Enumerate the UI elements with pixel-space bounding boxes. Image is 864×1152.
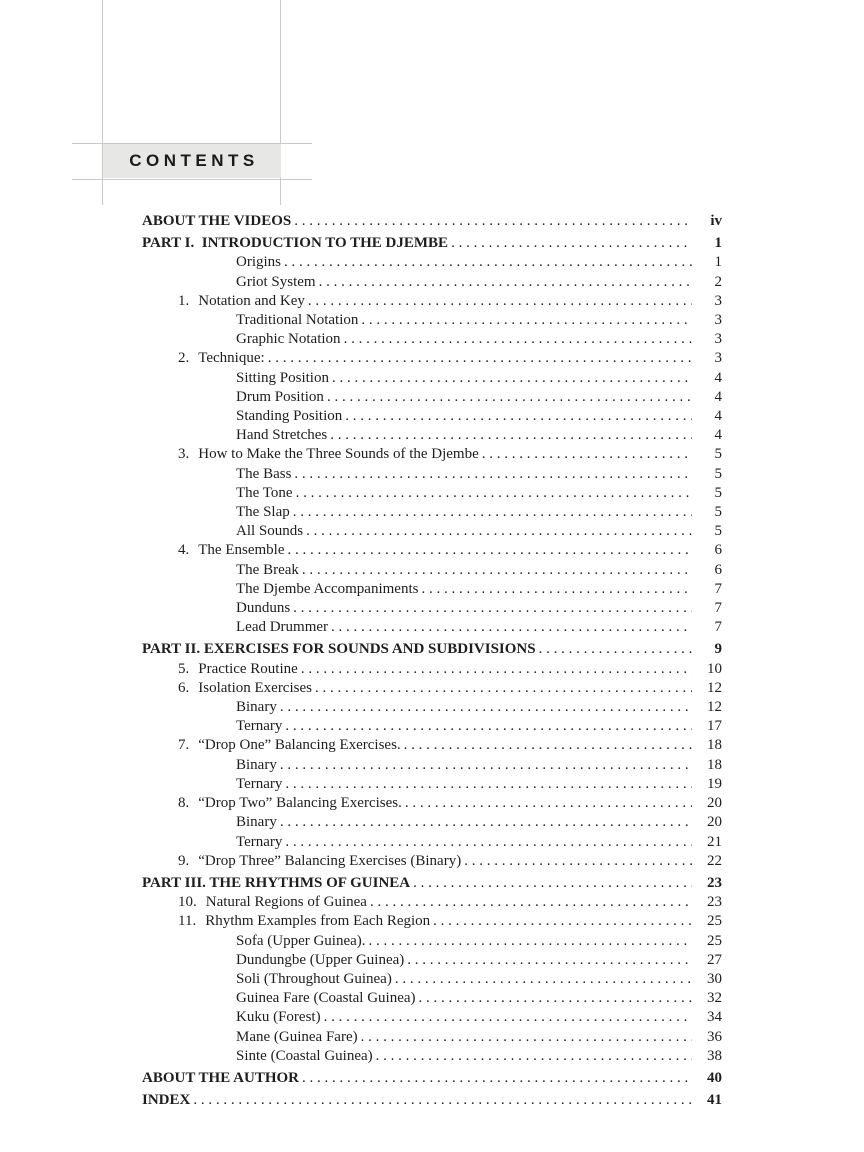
dot-leader	[308, 292, 692, 311]
toc-entry-page: 40	[707, 1069, 722, 1086]
dot-leader	[376, 1047, 692, 1066]
toc-entry-page: 23	[707, 894, 722, 911]
toc-entry-title: PART I. INTRODUCTION TO THE DJEMBE	[142, 235, 449, 252]
toc-entry-title: Natural Regions of Guinea	[205, 894, 367, 911]
toc-entry-title: Hand Stretches	[236, 427, 328, 444]
toc-entry-page: 27	[707, 951, 722, 968]
toc-entry-number: 5.	[178, 660, 190, 677]
dot-leader	[370, 893, 692, 912]
toc-entry-page: 1	[714, 235, 722, 252]
toc-entry	[142, 503, 722, 522]
toc-entry	[142, 813, 722, 832]
toc-entry-page: 20	[707, 795, 722, 812]
horizontal-rule-bottom	[72, 179, 312, 180]
toc-entry	[142, 273, 722, 292]
toc-entry-number: 10.	[178, 894, 197, 911]
dot-leader	[345, 407, 692, 426]
toc-entry-page: 3	[714, 292, 722, 309]
toc-entry-title: Traditional Notation	[236, 312, 359, 329]
toc-entry	[142, 660, 722, 679]
toc-entry-number: 3.	[178, 446, 190, 463]
toc-entry	[142, 618, 722, 637]
toc-entry	[142, 561, 722, 580]
dot-leader	[407, 951, 692, 970]
toc-entry	[142, 794, 722, 813]
toc-entry-page: 12	[707, 699, 722, 716]
toc-entry	[142, 1091, 722, 1110]
dot-leader	[285, 833, 692, 852]
toc-entry-title: Mane (Guinea Fare)	[236, 1028, 358, 1045]
dot-leader	[294, 465, 692, 484]
toc-entry-number: 8.	[178, 795, 190, 812]
dot-leader	[331, 618, 692, 637]
toc-entry-title: Soli (Throughout Guinea)	[236, 970, 392, 987]
toc-entry-title: The Slap	[236, 504, 290, 521]
toc-entry-number: 7.	[178, 737, 190, 754]
toc-entry-title: Ternary	[236, 718, 283, 735]
toc-entry-title: Standing Position	[236, 408, 343, 425]
toc-entry-title: The Break	[236, 561, 299, 578]
dot-leader	[324, 1008, 692, 1027]
toc-entry-page: 4	[714, 408, 722, 425]
toc-entry	[142, 852, 722, 871]
dot-leader	[296, 484, 692, 503]
toc-entry-title: Ternary	[236, 775, 283, 792]
dot-leader	[361, 1028, 692, 1047]
toc-entry	[142, 212, 722, 231]
toc-entry-title: Binary	[236, 756, 277, 773]
dot-leader	[284, 253, 692, 272]
toc-entry-title: “Drop Three” Balancing Exercises (Binary)	[198, 852, 462, 869]
toc-entry	[142, 1047, 722, 1066]
toc-entry-page: 1	[714, 254, 722, 271]
toc-entry	[142, 330, 722, 349]
dot-leader	[306, 522, 692, 541]
toc-entry-page: 18	[707, 737, 722, 754]
toc-entry-title: Lead Drummer	[236, 619, 329, 636]
toc-entry	[142, 407, 722, 426]
dot-leader	[287, 541, 692, 560]
toc-entry-title: Sinte (Coastal Guinea)	[236, 1047, 373, 1064]
toc-entry-title: Drum Position	[236, 388, 324, 405]
toc-entry-title: Rhythm Examples from Each Region	[205, 913, 431, 930]
toc-entry-page: 23	[707, 874, 722, 891]
toc-entry	[142, 253, 722, 272]
toc-entry-title: Sitting Position	[236, 369, 329, 386]
toc-entry	[142, 640, 722, 659]
toc-entry	[142, 1008, 722, 1027]
dot-leader	[280, 813, 692, 832]
dot-leader	[451, 234, 692, 253]
toc-entry-title: Griot System	[236, 273, 316, 290]
toc-entry	[142, 1028, 722, 1047]
toc-entry	[142, 989, 722, 1008]
dot-leader	[293, 599, 692, 618]
toc-entry-page: 5	[714, 504, 722, 521]
toc-entry-page: 36	[707, 1028, 722, 1045]
toc-entry	[142, 932, 722, 951]
toc-entry-page: 3	[714, 331, 722, 348]
dot-leader	[413, 874, 692, 893]
toc-entry-page: 7	[714, 600, 722, 617]
toc-entry-title: All Sounds	[236, 523, 304, 540]
dot-leader	[302, 1069, 692, 1088]
toc-entry-page: 10	[707, 660, 722, 677]
toc-entry-number: 6.	[178, 679, 190, 696]
toc-entry	[142, 736, 722, 755]
toc-entry-title: The Tone	[236, 484, 293, 501]
toc-entry-title: Practice Routine	[198, 660, 298, 677]
toc-entry-page: 32	[707, 990, 722, 1007]
toc-entry-title: INDEX	[142, 1092, 191, 1109]
toc-entry-page: 41	[707, 1092, 722, 1109]
toc-entry-title: Sofa (Upper Guinea).	[236, 932, 366, 949]
toc-entry-title: “Drop One” Balancing Exercises.	[198, 737, 401, 754]
toc-entry	[142, 756, 722, 775]
dot-leader	[319, 273, 692, 292]
toc-entry-page: 6	[714, 542, 722, 559]
toc-entry	[142, 599, 722, 618]
dot-leader	[421, 580, 692, 599]
toc-entry-page: 5	[714, 484, 722, 501]
toc-entry	[142, 1069, 722, 1088]
dot-leader	[539, 640, 692, 659]
toc-entry-title: Technique:	[198, 350, 265, 367]
toc-entry-page: 5	[714, 523, 722, 540]
toc-entry-page: 38	[707, 1047, 722, 1064]
toc-entry	[142, 580, 722, 599]
dot-leader	[395, 970, 692, 989]
toc-entry	[142, 234, 722, 253]
toc-entry-page: 4	[714, 427, 722, 444]
toc-entry	[142, 874, 722, 893]
toc-entry	[142, 775, 722, 794]
dot-leader	[315, 679, 692, 698]
toc-entry	[142, 522, 722, 541]
toc-entry-number: 1.	[178, 292, 190, 309]
toc-entry-title: Isolation Exercises	[198, 679, 312, 696]
toc-list	[142, 212, 722, 1110]
toc-entry-title: PART II. EXERCISES FOR SOUNDS AND SUBDIVISIONS	[142, 641, 536, 658]
toc-entry-number: 9.	[178, 852, 190, 869]
dot-leader	[405, 794, 692, 813]
dot-leader	[332, 369, 692, 388]
dot-leader	[464, 852, 692, 871]
dot-leader	[361, 311, 692, 330]
toc-entry-title: Dunduns	[236, 600, 291, 617]
toc-entry-page: 4	[714, 388, 722, 405]
dot-leader	[302, 561, 692, 580]
dot-leader	[369, 932, 692, 951]
toc-entry-number: 11.	[178, 913, 197, 930]
toc-entry-title: Guinea Fare (Coastal Guinea)	[236, 990, 416, 1007]
toc-entry-page: 7	[714, 619, 722, 636]
toc-entry	[142, 912, 722, 931]
toc-entry	[142, 445, 722, 464]
toc-entry-title: Binary	[236, 699, 277, 716]
toc-entry-page: 6	[714, 561, 722, 578]
dot-leader	[330, 426, 692, 445]
page-title: CONTENTS	[129, 151, 259, 170]
toc-entry	[142, 541, 722, 560]
dot-leader	[301, 660, 692, 679]
toc-entry-title: Notation and Key	[198, 292, 305, 309]
toc-entry-title: PART III. THE RHYTHMS OF GUINEA	[142, 874, 411, 891]
dot-leader	[285, 717, 692, 736]
toc-entry-page: 19	[707, 775, 722, 792]
contents-header-box	[103, 144, 281, 178]
toc-entry	[142, 833, 722, 852]
toc-entry-title: The Ensemble	[198, 542, 285, 559]
toc-entry-number: 2.	[178, 350, 190, 367]
toc-entry-page: 12	[707, 679, 722, 696]
toc-entry-title: ABOUT THE AUTHOR	[142, 1069, 299, 1086]
toc-entry	[142, 698, 722, 717]
dot-leader	[193, 1091, 692, 1110]
toc-entry-page: 20	[707, 814, 722, 831]
dot-leader	[280, 756, 692, 775]
toc-entry-page: 34	[707, 1009, 722, 1026]
toc-entry-title: Binary	[236, 814, 277, 831]
toc-entry-page: 5	[714, 446, 722, 463]
toc-entry	[142, 388, 722, 407]
toc-entry-page: 21	[707, 833, 722, 850]
toc-entry-number: 4.	[178, 542, 190, 559]
toc-entry	[142, 465, 722, 484]
toc-entry	[142, 484, 722, 503]
toc-entry	[142, 893, 722, 912]
toc-entry-page: 22	[707, 852, 722, 869]
toc-entry-title: ABOUT THE VIDEOS	[142, 213, 292, 229]
toc-entry	[142, 717, 722, 736]
toc-entry	[142, 951, 722, 970]
toc-entry-title: Ternary	[236, 833, 283, 850]
toc-entry-title: The Djembe Accompaniments	[236, 580, 419, 597]
dot-leader	[327, 388, 692, 407]
toc-entry-page: 4	[714, 369, 722, 386]
dot-leader	[404, 736, 692, 755]
toc-entry	[142, 311, 722, 330]
toc-entry-page: 7	[714, 580, 722, 597]
toc-entry-title: Kuku (Forest)	[236, 1009, 321, 1026]
toc-entry-title: How to Make the Three Sounds of the Djembe	[198, 446, 479, 463]
toc-entry-page: 25	[707, 913, 722, 930]
toc-entry	[142, 679, 722, 698]
toc-entry-title: The Bass	[236, 465, 292, 482]
toc-entry-title: “Drop Two” Balancing Exercises.	[198, 795, 402, 812]
toc-entry-title: Graphic Notation	[236, 331, 341, 348]
toc-entry-title: Dundungbe (Upper Guinea)	[236, 951, 405, 968]
toc-entry-page: 3	[714, 312, 722, 329]
toc-entry-page: 17	[707, 718, 722, 735]
dot-leader	[280, 698, 692, 717]
toc-entry	[142, 369, 722, 388]
dot-leader	[344, 330, 692, 349]
toc-entry	[142, 426, 722, 445]
dot-leader	[285, 775, 692, 794]
toc-entry-page: 5	[714, 465, 722, 482]
toc-entry-page: 3	[714, 350, 722, 367]
toc-entry-title: Origins	[236, 254, 281, 271]
toc-entry-page: iv	[710, 213, 722, 229]
dot-leader	[482, 445, 692, 464]
toc-entry-page: 25	[707, 932, 722, 949]
dot-leader	[294, 212, 692, 231]
dot-leader	[293, 503, 692, 522]
dot-leader	[433, 912, 692, 931]
toc-entry-page: 30	[707, 970, 722, 987]
dot-leader	[419, 989, 692, 1008]
toc-entry	[142, 970, 722, 989]
toc-entry-page: 18	[707, 756, 722, 773]
toc-entry	[142, 292, 722, 311]
toc-entry-page: 2	[714, 273, 722, 290]
toc-entry	[142, 349, 722, 368]
dot-leader	[268, 349, 692, 368]
toc-entry-page: 9	[714, 641, 722, 658]
